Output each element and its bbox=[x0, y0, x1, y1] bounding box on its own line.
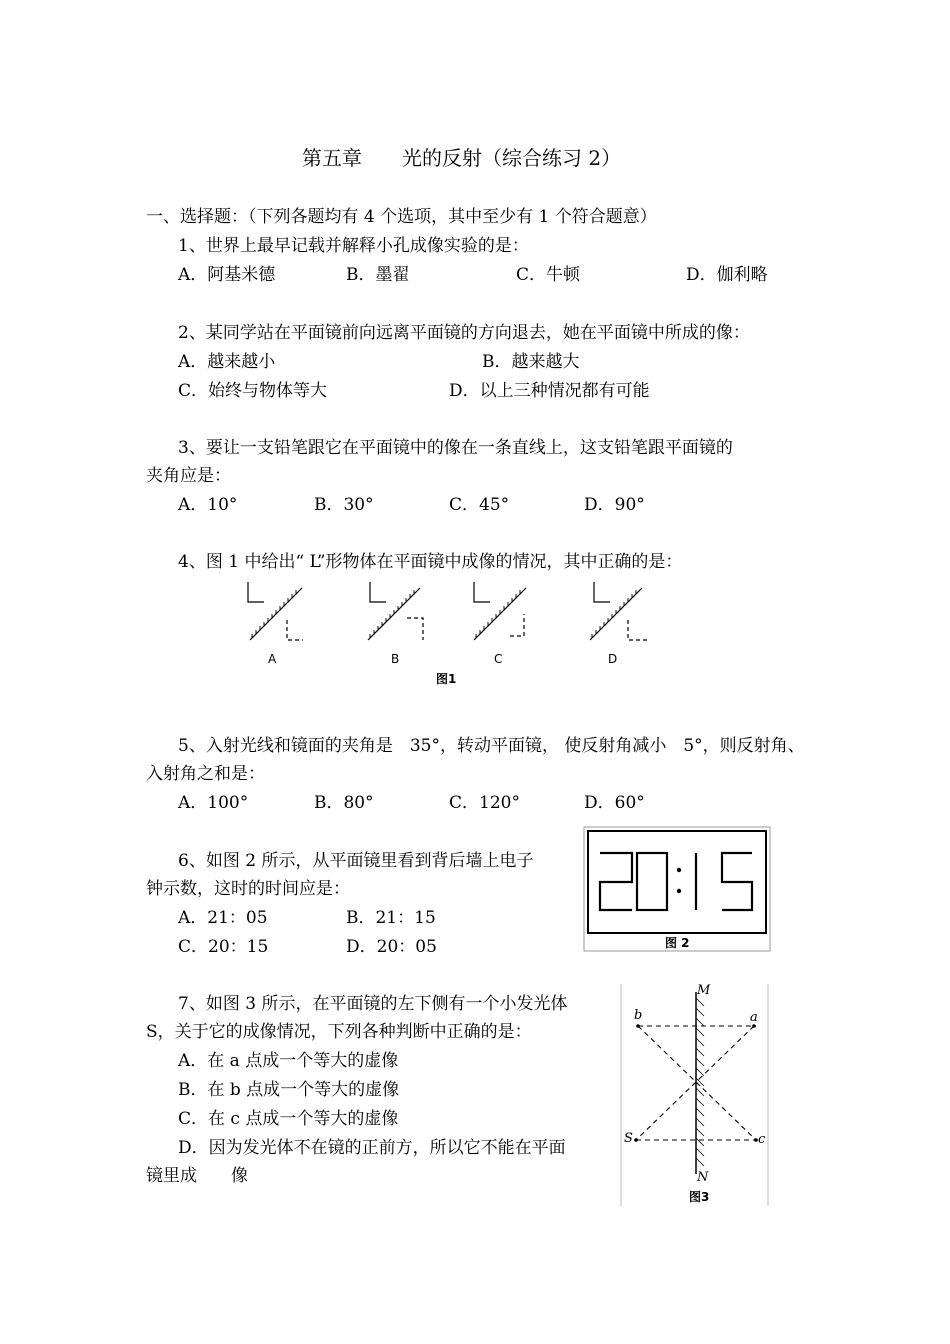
question-stem: 4、图 1 中给出“ L”形物体在平面镜中成像的情况，其中正确的是： bbox=[178, 552, 683, 572]
option-b: B．21：15 bbox=[346, 908, 436, 928]
figure-3-label-m: M bbox=[697, 983, 711, 998]
question-stem-cont: 夹角应是： bbox=[146, 466, 231, 486]
question-stem-cont: 钟示数，这时的时间应是： bbox=[146, 879, 350, 899]
option-d: D．因为发光体不在镜的正前方，所以它不能在平面 bbox=[178, 1138, 566, 1158]
question-stem: 5、入射光线和镜面的夹角是 35°，转动平面镜， 使反射角减小 5°，则反射角、 bbox=[178, 736, 805, 756]
figure-1-panel-b bbox=[368, 582, 423, 640]
figure-2-caption: 图 2 bbox=[665, 936, 690, 950]
figure-3-label-s: S bbox=[624, 1131, 633, 1146]
option-c: C．牛顿 bbox=[516, 265, 581, 285]
option-c: C．45° bbox=[449, 495, 510, 515]
figure-3-label-c: c bbox=[758, 1132, 766, 1147]
figure-1-panel-d bbox=[590, 582, 650, 640]
figure-3-label-a: a bbox=[750, 1010, 758, 1025]
figure-1-caption: 图1 bbox=[436, 672, 457, 686]
figure-1-label-d: D bbox=[608, 652, 618, 666]
question-stem-cont: S，关于它的成像情况，下列各种判断中正确的是： bbox=[146, 1022, 532, 1042]
option-b: B．30° bbox=[314, 495, 374, 515]
option-c: C．始终与物体等大 bbox=[178, 381, 328, 401]
option-d: D．90° bbox=[584, 495, 645, 515]
option-d: D．以上三种情况都有可能 bbox=[449, 381, 650, 401]
question-stem: 2、某同学站在平面镜前向远离平面镜的方向退去，她在平面镜中所成的像： bbox=[178, 323, 750, 343]
figure-3-label-n: N bbox=[697, 1170, 709, 1185]
question-stem: 6、如图 2 所示，从平面镜里看到背后墙上电子 bbox=[178, 851, 534, 871]
figure-1-label-c: C bbox=[494, 652, 503, 666]
option-d: D．60° bbox=[584, 793, 645, 813]
option-a: A．在 a 点成一个等大的虚像 bbox=[178, 1051, 399, 1071]
section-heading: 一、选择题：（下列各题均有 4 个选项，其中至少有 1 个符合题意） bbox=[146, 207, 657, 227]
option-d: D．伽利略 bbox=[686, 265, 768, 285]
option-b: B．在 b 点成一个等大的虚像 bbox=[178, 1080, 400, 1100]
option-a: A．100° bbox=[178, 793, 249, 813]
option-c: C．20：15 bbox=[178, 937, 269, 957]
option-b: B．越来越大 bbox=[482, 352, 580, 372]
question-stem-cont: 入射角之和是： bbox=[146, 764, 265, 784]
figure-3-caption: 图3 bbox=[689, 1190, 710, 1204]
option-a: A．阿基米德 bbox=[178, 265, 276, 285]
option-d-cont: 镜里成 像 bbox=[146, 1166, 248, 1186]
figure-3-mirror bbox=[620, 984, 770, 1206]
option-a: A．21：05 bbox=[178, 908, 268, 928]
question-stem: 1、世界上最早记载并解释小孔成像实验的是： bbox=[178, 236, 529, 256]
option-a: A．越来越小 bbox=[178, 352, 276, 372]
figure-1-panel-c bbox=[474, 582, 526, 640]
option-c: C．120° bbox=[449, 793, 520, 813]
option-c: C．在 c 点成一个等大的虚像 bbox=[178, 1109, 399, 1129]
figure-1-label-a: A bbox=[268, 652, 277, 666]
option-b: B．墨翟 bbox=[346, 265, 410, 285]
option-a: A．10° bbox=[178, 495, 238, 515]
option-b: B．80° bbox=[314, 793, 374, 813]
figure-3-label-b: b bbox=[634, 1008, 643, 1023]
figure-1-panel-a bbox=[248, 582, 303, 640]
question-stem: 3、要让一支铅笔跟它在平面镜中的像在一条直线上，这支铅笔跟平面镜的 bbox=[178, 438, 733, 458]
figure-1-label-b: B bbox=[391, 652, 400, 666]
page-title: 第五章 光的反射（综合练习 2） bbox=[302, 146, 622, 170]
question-stem: 7、如图 3 所示，在平面镜的左下侧有一个小发光体 bbox=[178, 994, 568, 1014]
option-d: D．20：05 bbox=[346, 937, 437, 957]
